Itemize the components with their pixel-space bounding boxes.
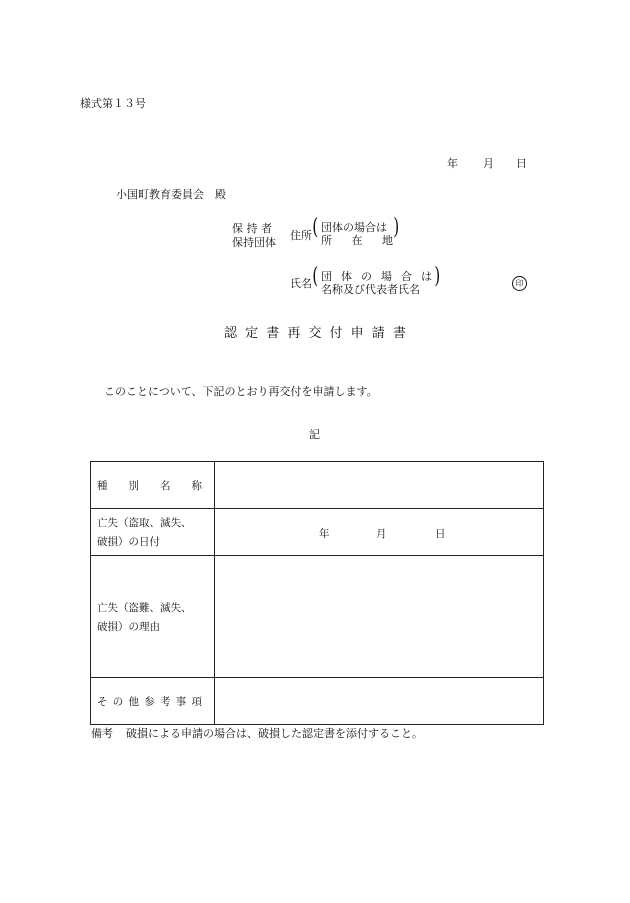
name-note-char: 場: [381, 270, 392, 283]
label-char: 項: [191, 695, 202, 708]
label-char: 他: [128, 695, 139, 708]
name-note-char: 団: [321, 270, 332, 283]
title-char: 再: [287, 326, 301, 341]
remarks-label: 備考: [91, 727, 113, 740]
form-number: 様式第１３号: [80, 97, 146, 110]
name-note: [312, 264, 443, 298]
loss-date-day: 日: [435, 528, 446, 540]
name-note-line2: 名称及び代表者氏名: [321, 283, 420, 296]
label-line: 亡失（盗取、滅失、: [97, 517, 192, 529]
title-char: 交: [308, 326, 322, 341]
label-chars: [97, 694, 202, 709]
row-label-loss-date: [91, 509, 215, 556]
table-row: [91, 556, 544, 678]
address-label: 住所: [290, 229, 312, 242]
open-paren: (: [312, 264, 319, 289]
row-label-other-notes: [91, 678, 215, 725]
close-paren: ): [434, 264, 441, 289]
address-note: [312, 215, 403, 249]
document-title: [224, 326, 406, 343]
name-note-char: は: [421, 270, 432, 283]
remarks-text: 破損による申請の場合は、破損した認定書を添付すること。: [126, 727, 423, 740]
label-char: 考: [160, 695, 171, 708]
title-char: 書: [392, 326, 406, 341]
title-char: 書: [266, 326, 280, 341]
seal-mark: 印: [512, 276, 527, 291]
name-note-char: 体: [341, 270, 352, 283]
title-char: 付: [329, 326, 343, 341]
loss-date-month: 月: [376, 528, 387, 540]
type-name-field[interactable]: [215, 462, 544, 509]
address-note-line2: [321, 234, 393, 248]
reissue-form-table: [90, 461, 544, 725]
loss-date-year: 年: [319, 528, 330, 540]
loss-reason-field[interactable]: [215, 556, 544, 678]
date-month: 月: [483, 157, 494, 170]
title-char: 認: [224, 326, 238, 341]
date-day: 日: [516, 157, 527, 170]
holder-label-1: 保 持 者: [232, 222, 272, 235]
addressee: 小国町教育委員会 殿: [116, 188, 226, 201]
label-char: 参: [144, 695, 155, 708]
table-row: [91, 462, 544, 509]
label-line: 破損）の日付: [97, 536, 160, 548]
label-chars: [97, 478, 202, 493]
label-char: そ: [97, 695, 108, 708]
label-char: 名: [160, 479, 171, 492]
name-note-char: の: [361, 270, 372, 283]
loss-date-field[interactable]: [215, 509, 544, 556]
label-line: 亡失（盗難、滅失、: [97, 601, 192, 614]
title-char: 定: [245, 326, 259, 341]
name-label: 氏名: [290, 277, 312, 290]
label-char: 事: [175, 695, 187, 708]
table-row: [91, 678, 544, 725]
label-line: 破損）の理由: [97, 620, 160, 633]
date-year: 年: [447, 157, 458, 170]
address-note-line1: 団体の場合は: [321, 221, 387, 234]
label-char: 種: [97, 479, 108, 492]
other-notes-field[interactable]: [215, 678, 544, 725]
table-row: [91, 509, 544, 556]
label-char: 別: [128, 479, 139, 492]
title-char: 請: [371, 326, 385, 341]
address-note-char: 在: [351, 234, 363, 247]
close-paren: ): [393, 215, 400, 240]
open-paren: (: [312, 215, 319, 240]
address-note-char: 地: [382, 234, 393, 247]
intro-text: このことについて、下記のとおり再交付を申請します。: [104, 385, 378, 398]
holder-label-2: 保持団体: [232, 236, 276, 249]
label-char: の: [112, 695, 124, 708]
row-label-loss-reason: [91, 556, 215, 678]
name-note-char: 合: [401, 270, 412, 283]
record-mark: 記: [309, 428, 320, 441]
row-label-type-name: [91, 462, 215, 509]
address-note-char: 所: [321, 234, 332, 247]
title-char: 申: [350, 326, 364, 341]
label-char: 称: [191, 479, 202, 492]
